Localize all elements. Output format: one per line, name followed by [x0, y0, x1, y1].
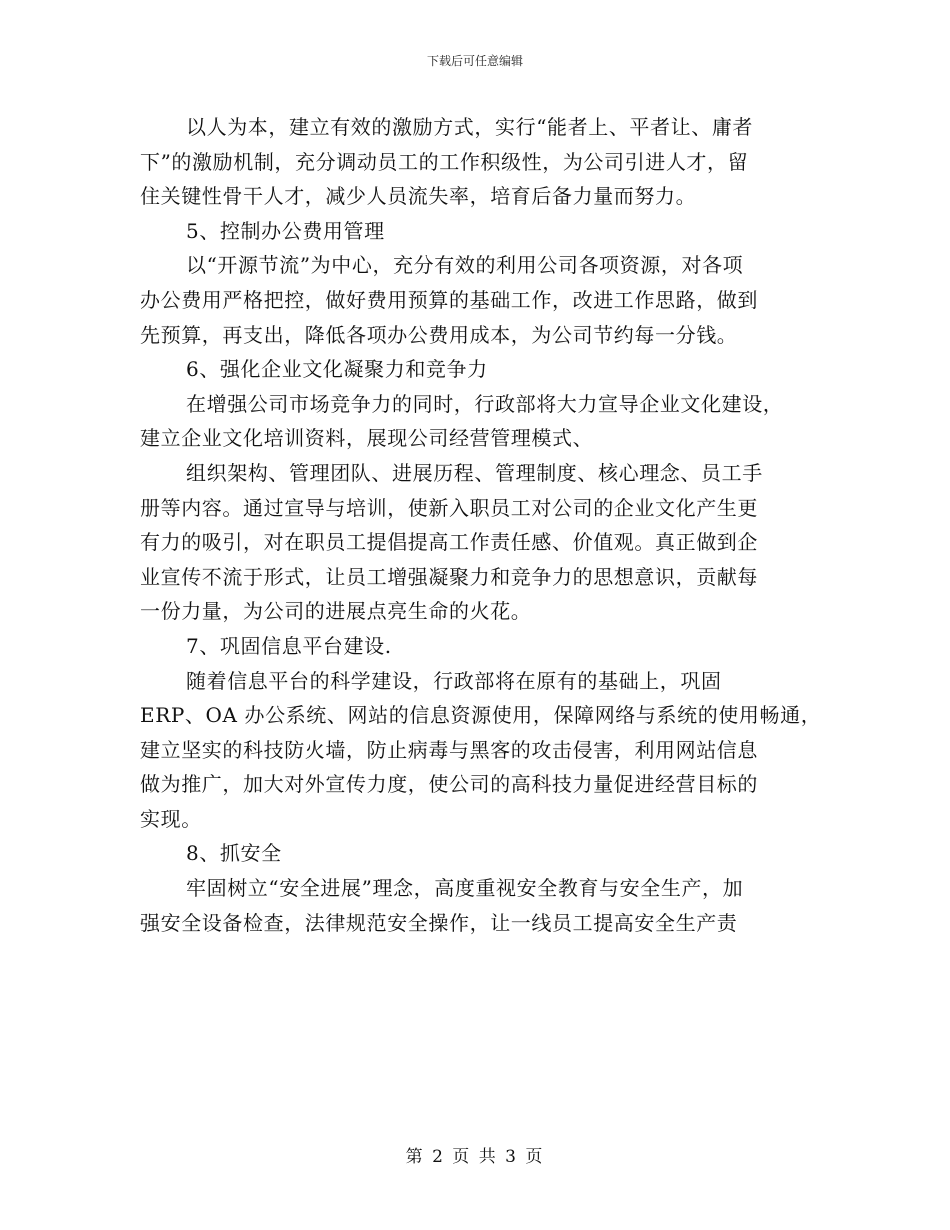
paragraph-line: ERP、OA 办公系统、网站的信息资源使用，保障网络与系统的使用畅通，	[140, 703, 822, 728]
page-footer: 第 2 页 共 3 页	[405, 1147, 545, 1167]
paragraph-line: 牢固树立“安全进展”理念，高度重视安全教育与安全生产，加	[186, 876, 744, 901]
section-heading: 6、强化企业文化凝聚力和竞争力	[186, 357, 488, 382]
paragraph-line: 强安全设备检查，法律规范安全操作，让一线员工提高安全生产责	[140, 910, 738, 935]
paragraph-line: 一份力量，为公司的进展点亮生命的火花。	[140, 599, 532, 624]
section-heading: 5、控制办公费用管理	[186, 218, 385, 243]
paragraph-line: 做为推广，加大对外宣传力度，使公司的高科技力量促进经营目标的	[140, 772, 758, 797]
paragraph-line: 业宣传不流于形式，让员工增强凝聚力和竞争力的思想意识，贡献每	[140, 564, 758, 589]
paragraph-line: 有力的吸引，对在职员工提倡提高工作责任感、价值观。真正做到企	[140, 530, 758, 555]
paragraph-line: 下”的激励机制，充分调动员工的工作积级性，为公司引进人才，留	[140, 149, 749, 174]
section-heading: 7、巩固信息平台建设.	[186, 633, 392, 658]
paragraph-line: 随着信息平台的科学建设，行政部将在原有的基础上，巩固	[186, 668, 722, 693]
paragraph-line: 先预算，再支出，降低各项办公费用成本，为公司节约每一分钱。	[140, 322, 738, 347]
section-heading: 8、抓安全	[186, 841, 282, 866]
document-body	[140, 110, 840, 940]
page-header: 下载后可任意编辑	[426, 54, 523, 68]
paragraph-line: 以“开源节流”为中心，充分有效的利用公司各项资源，对各项	[186, 253, 744, 278]
paragraph-line: 建立企业文化培训资料，展现公司经营管理模式、	[140, 426, 594, 451]
paragraph-line: 册等内容。通过宣导与培训，使新入职员工对公司的企业文化产生更	[140, 495, 758, 520]
paragraph-line: 实现。	[140, 806, 202, 831]
paragraph-line: 在增强公司市场竞争力的同时，行政部将大力宣导企业文化建设，	[186, 391, 784, 416]
paragraph-line: 住关键性骨干人才，减少人员流失率，培育后备力量而努力。	[140, 184, 697, 209]
paragraph-line: 建立坚实的科技防火墙，防止病毒与黑客的攻击侵害，利用网站信息	[140, 737, 758, 762]
paragraph-line: 以人为本，建立有效的激励方式，实行“能者上、平者让、庸者	[186, 115, 754, 139]
paragraph-line: 办公费用严格把控，做好费用预算的基础工作，改进工作思路，做到	[140, 287, 758, 312]
paragraph-line: 组织架构、管理团队、进展历程、管理制度、核心理念、员工手	[186, 460, 763, 485]
